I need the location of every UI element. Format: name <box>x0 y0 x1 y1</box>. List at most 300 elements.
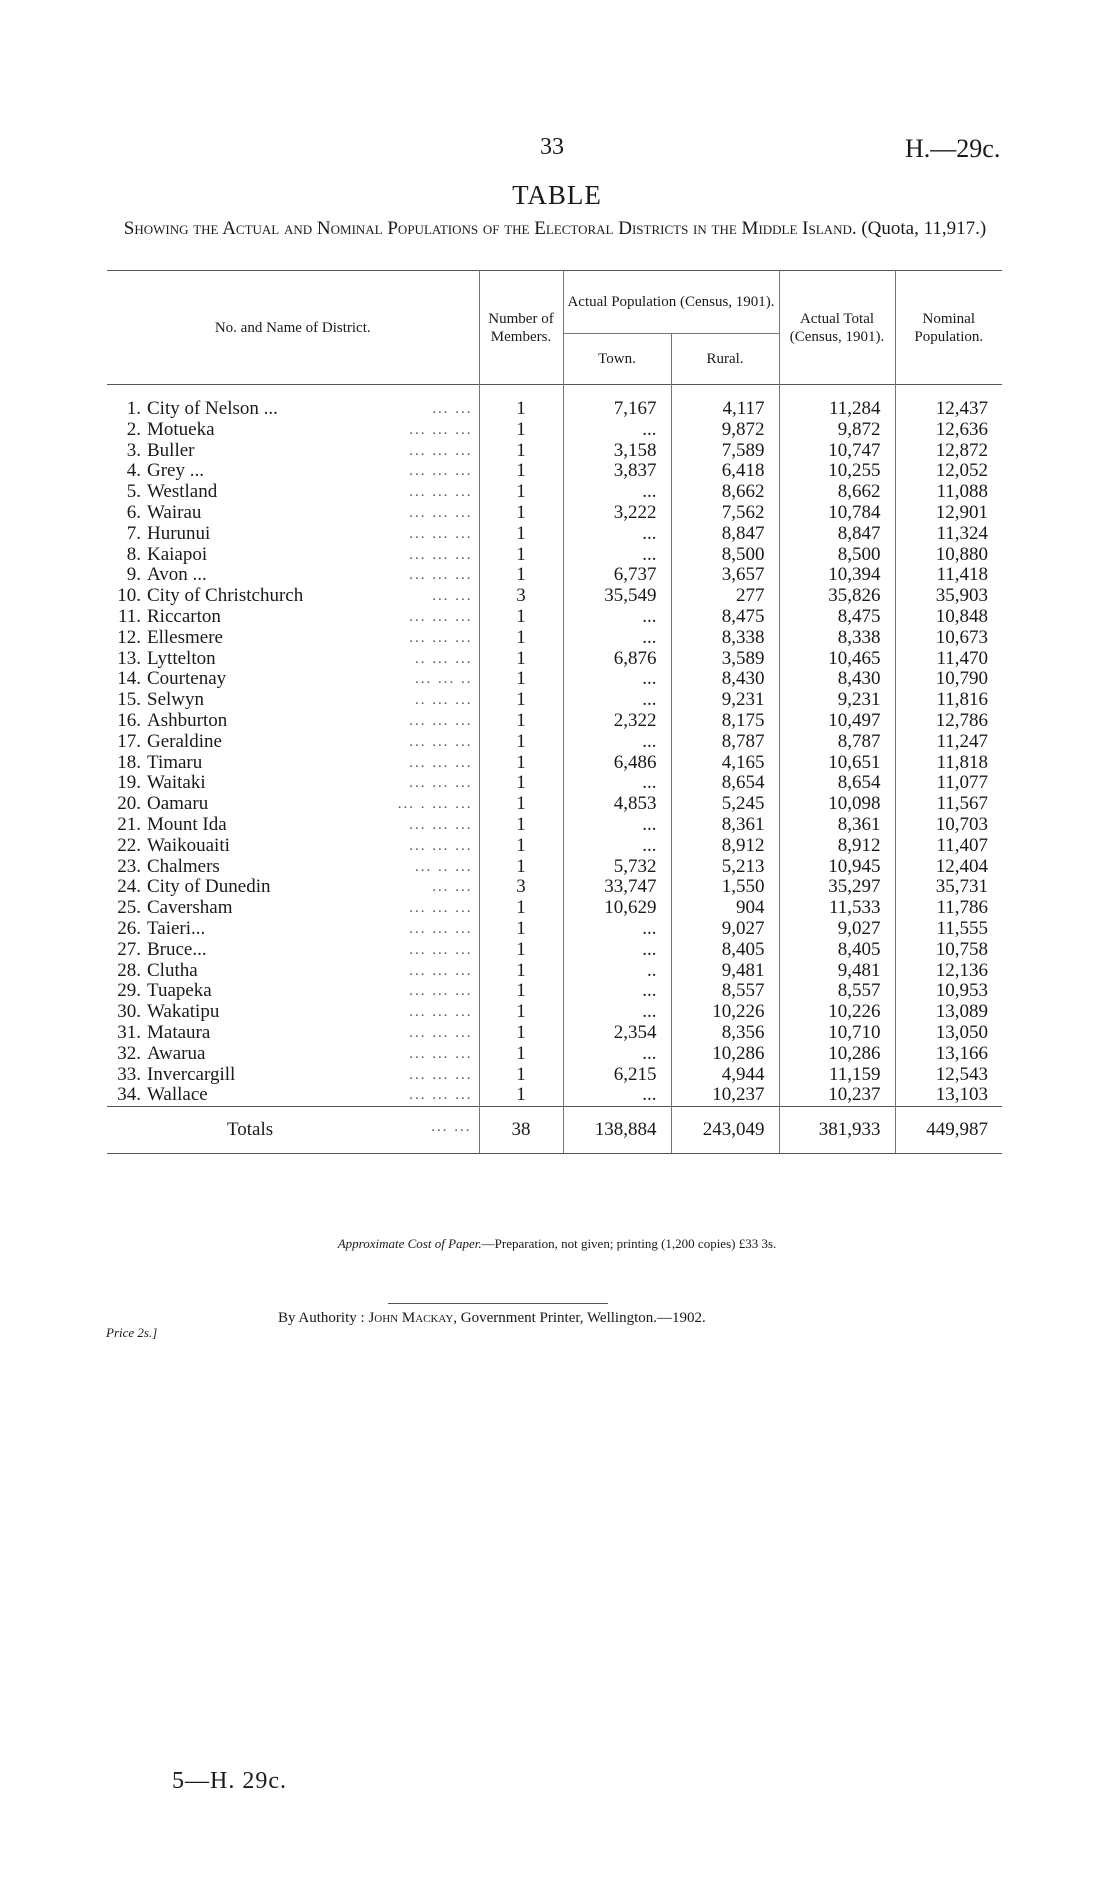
district-name-cell <box>107 857 479 878</box>
rural-cell: 8,787 <box>671 732 779 753</box>
town-cell: ... <box>563 732 671 753</box>
population-table-wrapper <box>107 270 1002 1154</box>
table-row <box>107 981 1002 1002</box>
rural-cell: 7,589 <box>671 441 779 462</box>
district-name-cell <box>107 919 479 940</box>
district-number: 6. <box>126 502 141 523</box>
leader-dots: ... ... .. <box>415 671 473 688</box>
district-name-cell <box>107 753 479 774</box>
district-name-cell <box>107 1023 479 1044</box>
district-name-cell <box>107 1085 479 1106</box>
leader-dots: ... ... ... <box>409 421 473 438</box>
leader-dots: ... ... ... <box>409 1066 473 1083</box>
district-number: 22. <box>117 835 141 856</box>
totals-leader-dots: ... ... <box>431 1119 472 1136</box>
printer-name: John Mackay <box>368 1310 454 1326</box>
district-name-cell <box>107 732 479 753</box>
leader-dots: ... ... ... <box>409 567 473 584</box>
members-cell: 1 <box>479 940 563 961</box>
table-row <box>107 877 1002 898</box>
rural-cell: 1,550 <box>671 877 779 898</box>
town-cell: ... <box>563 545 671 566</box>
district-number: 15. <box>117 690 141 711</box>
district-number: 17. <box>117 731 141 752</box>
members-cell: 1 <box>479 732 563 753</box>
district-name-cell <box>107 690 479 711</box>
district-name-cell <box>107 1044 479 1065</box>
district-number: 1. <box>126 398 141 419</box>
nominal-cell: 11,555 <box>895 919 1002 940</box>
rural-cell: 8,405 <box>671 940 779 961</box>
members-cell: 1 <box>479 524 563 545</box>
leader-dots: ... ... <box>432 879 473 896</box>
totals-rural: 243,049 <box>671 1107 779 1154</box>
nominal-cell: 10,790 <box>895 669 1002 690</box>
actual-total-cell: 9,481 <box>779 961 895 982</box>
leader-dots: ... ... ... <box>409 484 473 501</box>
nominal-cell: 10,703 <box>895 815 1002 836</box>
members-cell: 1 <box>479 420 563 441</box>
town-cell: 3,222 <box>563 503 671 524</box>
district-name-cell <box>107 524 479 545</box>
table-row <box>107 711 1002 732</box>
authority-suffix: , Government Printer, Wellington.—1902. <box>453 1310 706 1326</box>
nominal-cell: 13,166 <box>895 1044 1002 1065</box>
district-number: 3. <box>126 440 141 461</box>
nominal-cell: 11,418 <box>895 565 1002 586</box>
table-row <box>107 545 1002 566</box>
table-row <box>107 385 1002 420</box>
header-actual-total: Actual Total (Census, 1901). <box>779 271 895 385</box>
totals-nominal: 449,987 <box>895 1107 1002 1154</box>
nominal-cell: 13,103 <box>895 1085 1002 1106</box>
table-body <box>107 385 1002 1107</box>
district-name-cell <box>107 607 479 628</box>
table-row <box>107 441 1002 462</box>
table-row <box>107 732 1002 753</box>
district-name-cell <box>107 482 479 503</box>
district-name: Taieri... <box>147 918 206 939</box>
table-footer <box>107 1107 1002 1154</box>
leader-dots: ... ... ... <box>409 816 473 833</box>
table-row <box>107 607 1002 628</box>
nominal-cell: 11,088 <box>895 482 1002 503</box>
district-name-cell <box>107 836 479 857</box>
rural-cell: 3,589 <box>671 649 779 670</box>
members-cell: 1 <box>479 503 563 524</box>
header-rural: Rural. <box>671 334 779 385</box>
district-name-cell <box>107 628 479 649</box>
actual-total-cell: 10,465 <box>779 649 895 670</box>
nominal-cell: 10,673 <box>895 628 1002 649</box>
nominal-cell: 12,136 <box>895 961 1002 982</box>
rural-cell: 8,654 <box>671 773 779 794</box>
rural-cell: 8,475 <box>671 607 779 628</box>
nominal-cell: 13,089 <box>895 1002 1002 1023</box>
district-name: Hurunui <box>147 523 211 544</box>
leader-dots: ... ... ... <box>409 962 473 979</box>
members-cell: 1 <box>479 565 563 586</box>
header-members: Number of Members. <box>479 271 563 385</box>
members-cell: 1 <box>479 690 563 711</box>
town-cell: 33,747 <box>563 877 671 898</box>
nominal-cell: 11,786 <box>895 898 1002 919</box>
nominal-cell: 11,407 <box>895 836 1002 857</box>
town-cell: 5,732 <box>563 857 671 878</box>
district-name: Wakatipu <box>147 1002 220 1023</box>
nominal-cell: 11,470 <box>895 649 1002 670</box>
rural-cell: 9,231 <box>671 690 779 711</box>
actual-total-cell: 10,226 <box>779 1002 895 1023</box>
table-row <box>107 1044 1002 1065</box>
leader-dots: .. ... ... <box>415 650 473 667</box>
nominal-cell: 12,052 <box>895 461 1002 482</box>
district-name-cell <box>107 503 479 524</box>
district-name-cell <box>107 877 479 898</box>
actual-total-cell: 9,027 <box>779 919 895 940</box>
town-cell: 6,215 <box>563 1065 671 1086</box>
members-cell: 1 <box>479 607 563 628</box>
district-name-cell <box>107 420 479 441</box>
actual-total-cell: 10,255 <box>779 461 895 482</box>
rural-cell: 4,117 <box>671 385 779 420</box>
district-number: 2. <box>126 419 141 440</box>
district-name-cell <box>107 461 479 482</box>
town-cell: .. <box>563 961 671 982</box>
members-cell: 3 <box>479 586 563 607</box>
district-name: Avon ... <box>147 565 207 586</box>
district-name: Geraldine <box>147 731 222 752</box>
town-cell: ... <box>563 836 671 857</box>
district-number: 13. <box>117 648 141 669</box>
table-row <box>107 1065 1002 1086</box>
members-cell: 1 <box>479 1085 563 1106</box>
table-heading: TABLE <box>512 180 602 210</box>
table-caption <box>100 216 1010 241</box>
price-note: Price 2s.] <box>106 1325 158 1340</box>
nominal-cell: 10,953 <box>895 981 1002 1002</box>
sheet-reference: 5—H. 29c. <box>172 1768 287 1794</box>
members-cell: 1 <box>479 669 563 690</box>
leader-dots: ... ... ... <box>409 608 473 625</box>
district-name-cell <box>107 815 479 836</box>
header-district: No. and Name of District. <box>214 319 371 336</box>
district-name: Ashburton <box>147 710 228 731</box>
document-reference: H.—29c. <box>905 134 1001 163</box>
district-name: Courtenay <box>147 669 227 690</box>
actual-total-cell: 9,872 <box>779 420 895 441</box>
nominal-cell: 10,880 <box>895 545 1002 566</box>
leader-dots: ... ... ... <box>409 733 473 750</box>
leader-dots: ... . ... ... <box>397 796 473 813</box>
actual-total-cell: 8,654 <box>779 773 895 794</box>
actual-total-cell: 11,533 <box>779 898 895 919</box>
rural-cell: 8,557 <box>671 981 779 1002</box>
rural-cell: 8,338 <box>671 628 779 649</box>
nominal-cell: 11,818 <box>895 753 1002 774</box>
table-row <box>107 1002 1002 1023</box>
actual-total-cell: 8,662 <box>779 482 895 503</box>
members-cell: 1 <box>479 857 563 878</box>
members-cell: 1 <box>479 711 563 732</box>
totals-label-cell <box>107 1107 479 1154</box>
rural-cell: 4,165 <box>671 753 779 774</box>
district-name: Kaiapoi <box>147 544 208 565</box>
rural-cell: 8,361 <box>671 815 779 836</box>
district-number: 34. <box>117 1085 141 1106</box>
members-cell: 1 <box>479 1044 563 1065</box>
header-actual-population: Actual Population (Census, 1901). <box>563 271 779 334</box>
table-row <box>107 524 1002 545</box>
town-cell: 2,322 <box>563 711 671 732</box>
district-name: Bruce... <box>147 939 207 960</box>
town-cell: 4,853 <box>563 794 671 815</box>
caption-text: Showing the Actual and Nominal Populations of the Electoral Districts in the Middle Island. <box>123 218 857 239</box>
leader-dots: ... ... ... <box>409 1087 473 1104</box>
rural-cell: 8,847 <box>671 524 779 545</box>
cost-of-paper-note <box>0 1236 1114 1252</box>
actual-total-cell: 10,497 <box>779 711 895 732</box>
town-cell: ... <box>563 607 671 628</box>
leader-dots: ... ... ... <box>409 629 473 646</box>
district-name-cell <box>107 385 479 420</box>
leader-dots: ... ... ... <box>409 525 473 542</box>
leader-dots: ... ... ... <box>409 900 473 917</box>
members-cell: 1 <box>479 1065 563 1086</box>
district-name: Wairau <box>147 502 202 523</box>
actual-total-cell: 10,394 <box>779 565 895 586</box>
leader-dots: ... ... ... <box>409 837 473 854</box>
members-cell: 1 <box>479 385 563 420</box>
leader-dots: ... ... ... <box>409 463 473 480</box>
rural-cell: 5,245 <box>671 794 779 815</box>
district-name: Ellesmere <box>147 627 223 648</box>
table-row <box>107 669 1002 690</box>
rural-cell: 9,027 <box>671 919 779 940</box>
actual-total-cell: 10,237 <box>779 1085 895 1106</box>
table-row <box>107 773 1002 794</box>
rural-cell: 904 <box>671 898 779 919</box>
table-header <box>107 271 1002 385</box>
district-name-cell <box>107 898 479 919</box>
district-number: 24. <box>117 877 141 898</box>
table-row <box>107 586 1002 607</box>
rural-cell: 3,657 <box>671 565 779 586</box>
town-cell: 2,354 <box>563 1023 671 1044</box>
table-row <box>107 649 1002 670</box>
table-row <box>107 690 1002 711</box>
rural-cell: 8,500 <box>671 545 779 566</box>
district-name-cell <box>107 961 479 982</box>
rural-cell: 10,226 <box>671 1002 779 1023</box>
leader-dots: ... ... ... <box>409 920 473 937</box>
leader-dots: ... ... ... <box>409 983 473 1000</box>
table-row <box>107 836 1002 857</box>
table-row <box>107 753 1002 774</box>
district-name: Waikouaiti <box>147 835 230 856</box>
nominal-cell: 11,247 <box>895 732 1002 753</box>
district-number: 4. <box>126 461 141 482</box>
authority-rule <box>388 1303 608 1304</box>
table-row <box>107 898 1002 919</box>
rural-cell: 9,481 <box>671 961 779 982</box>
members-cell: 1 <box>479 441 563 462</box>
leader-dots: ... ... ... <box>409 546 473 563</box>
district-name-cell <box>107 586 479 607</box>
district-name-cell <box>107 981 479 1002</box>
leader-dots: ... ... ... <box>409 712 473 729</box>
town-cell: 3,837 <box>563 461 671 482</box>
actual-total-cell: 11,159 <box>779 1065 895 1086</box>
cost-label: Approximate Cost of Paper. <box>337 1236 482 1251</box>
table-row <box>107 1085 1002 1106</box>
rural-cell: 8,912 <box>671 836 779 857</box>
actual-total-cell: 10,098 <box>779 794 895 815</box>
rural-cell: 4,944 <box>671 1065 779 1086</box>
district-number: 32. <box>117 1043 141 1064</box>
members-cell: 1 <box>479 836 563 857</box>
district-number: 31. <box>117 1022 141 1043</box>
district-number: 28. <box>117 960 141 981</box>
actual-total-cell: 10,286 <box>779 1044 895 1065</box>
town-cell: ... <box>563 524 671 545</box>
leader-dots: .. ... ... <box>415 692 473 709</box>
rural-cell: 8,356 <box>671 1023 779 1044</box>
table-row <box>107 565 1002 586</box>
totals-town: 138,884 <box>563 1107 671 1154</box>
actual-total-cell: 10,784 <box>779 503 895 524</box>
district-name: Caversham <box>147 898 233 919</box>
town-cell: 35,549 <box>563 586 671 607</box>
town-cell: ... <box>563 1044 671 1065</box>
town-cell: ... <box>563 981 671 1002</box>
leader-dots: ... ... ... <box>409 775 473 792</box>
actual-total-cell: 10,651 <box>779 753 895 774</box>
population-table <box>107 270 1002 1154</box>
district-name-cell <box>107 441 479 462</box>
district-name-cell <box>107 794 479 815</box>
nominal-cell: 11,077 <box>895 773 1002 794</box>
district-name-cell <box>107 1065 479 1086</box>
district-name: City of Nelson ... <box>147 398 278 419</box>
district-name: Motueka <box>147 419 215 440</box>
printing-authority <box>278 1310 706 1327</box>
totals-actual-total: 381,933 <box>779 1107 895 1154</box>
leader-dots: ... ... ... <box>409 1004 473 1021</box>
leader-dots: ... ... ... <box>409 1045 473 1062</box>
district-number: 27. <box>117 939 141 960</box>
table-row <box>107 420 1002 441</box>
table-row <box>107 940 1002 961</box>
district-name: Oamaru <box>147 794 209 815</box>
district-number: 5. <box>126 482 141 503</box>
leader-dots: ... ... ... <box>409 504 473 521</box>
actual-total-cell: 11,284 <box>779 385 895 420</box>
district-name: Wallace <box>147 1085 208 1106</box>
table-row <box>107 482 1002 503</box>
nominal-cell: 12,404 <box>895 857 1002 878</box>
actual-total-cell: 8,787 <box>779 732 895 753</box>
district-number: 9. <box>126 565 141 586</box>
district-name: Grey ... <box>147 461 204 482</box>
district-number: 33. <box>117 1064 141 1085</box>
district-number: 7. <box>126 523 141 544</box>
header-nominal: Nominal Population. <box>895 271 1002 385</box>
district-name-cell <box>107 565 479 586</box>
members-cell: 1 <box>479 773 563 794</box>
nominal-cell: 11,324 <box>895 524 1002 545</box>
actual-total-cell: 35,297 <box>779 877 895 898</box>
district-name-cell <box>107 773 479 794</box>
district-name: Waitaki <box>147 773 206 794</box>
district-number: 26. <box>117 918 141 939</box>
nominal-cell: 10,758 <box>895 940 1002 961</box>
table-row <box>107 1023 1002 1044</box>
rural-cell: 5,213 <box>671 857 779 878</box>
district-name: Mount Ida <box>147 814 227 835</box>
district-name: Invercargill <box>147 1064 236 1085</box>
members-cell: 1 <box>479 649 563 670</box>
leader-dots: ... ... ... <box>409 442 473 459</box>
rural-cell: 8,175 <box>671 711 779 732</box>
nominal-cell: 12,636 <box>895 420 1002 441</box>
rural-cell: 8,662 <box>671 482 779 503</box>
rural-cell: 277 <box>671 586 779 607</box>
members-cell: 1 <box>479 545 563 566</box>
district-number: 16. <box>117 710 141 731</box>
district-name: Selwyn <box>147 690 204 711</box>
actual-total-cell: 10,945 <box>779 857 895 878</box>
members-cell: 1 <box>479 461 563 482</box>
nominal-cell: 12,872 <box>895 441 1002 462</box>
cost-text: —Preparation, not given; printing (1,200 copies) £33 3s. <box>481 1236 777 1251</box>
rural-cell: 10,286 <box>671 1044 779 1065</box>
town-cell: 6,876 <box>563 649 671 670</box>
district-number: 8. <box>126 544 141 565</box>
actual-total-cell: 8,500 <box>779 545 895 566</box>
nominal-cell: 10,848 <box>895 607 1002 628</box>
district-number: 25. <box>117 898 141 919</box>
town-cell: ... <box>563 773 671 794</box>
members-cell: 1 <box>479 628 563 649</box>
actual-total-cell: 8,361 <box>779 815 895 836</box>
district-name: Chalmers <box>147 856 220 877</box>
district-number: 14. <box>117 669 141 690</box>
rural-cell: 10,237 <box>671 1085 779 1106</box>
quota-text: (Quota, 11,917.) <box>861 218 987 239</box>
nominal-cell: 11,567 <box>895 794 1002 815</box>
actual-total-cell: 8,430 <box>779 669 895 690</box>
rural-cell: 9,872 <box>671 420 779 441</box>
district-number: 21. <box>117 814 141 835</box>
leader-dots: ... .. ... <box>415 858 473 875</box>
table-row <box>107 628 1002 649</box>
leader-dots: ... ... <box>432 588 473 605</box>
nominal-cell: 12,437 <box>895 385 1002 420</box>
town-cell: ... <box>563 690 671 711</box>
town-cell: ... <box>563 919 671 940</box>
leader-dots: ... ... <box>432 401 473 417</box>
town-cell: 6,737 <box>563 565 671 586</box>
table-row <box>107 919 1002 940</box>
district-name: Timaru <box>147 752 203 773</box>
members-cell: 1 <box>479 898 563 919</box>
nominal-cell: 12,901 <box>895 503 1002 524</box>
rural-cell: 7,562 <box>671 503 779 524</box>
table-row <box>107 794 1002 815</box>
actual-total-cell: 8,557 <box>779 981 895 1002</box>
leader-dots: ... ... ... <box>409 754 473 771</box>
